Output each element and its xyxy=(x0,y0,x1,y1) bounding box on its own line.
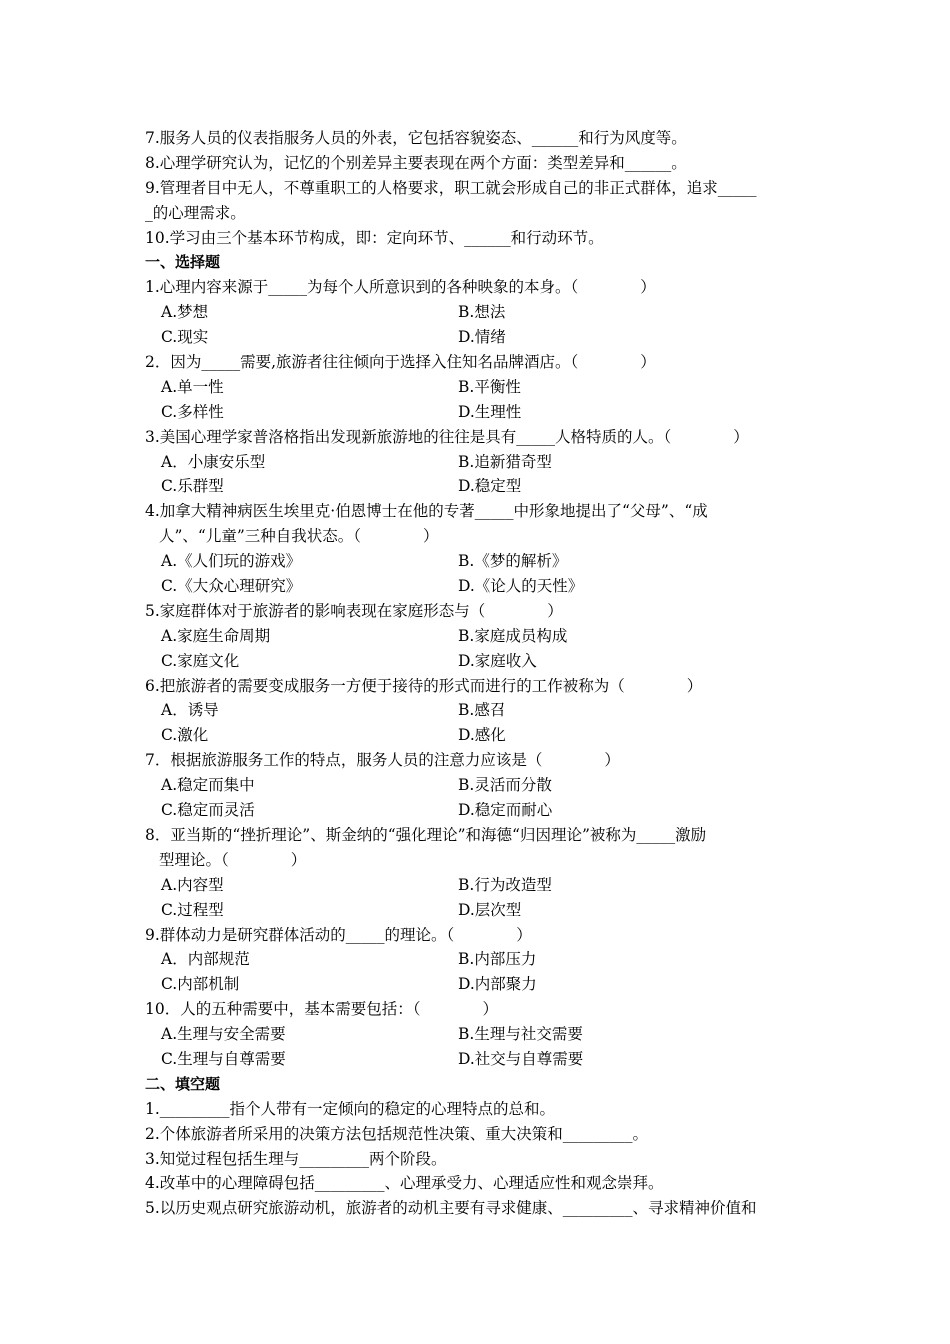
question-text: 3.美国心理学家普洛格指出发现新旅游地的往往是具有_____人格特质的人。（ ） xyxy=(145,427,749,446)
option-row xyxy=(145,375,810,400)
question-text: 人”、“儿童”三种自我状态。（ ） xyxy=(159,527,439,546)
choice-question xyxy=(145,275,810,350)
option-row xyxy=(145,972,810,997)
answer-option: B.平衡性 xyxy=(458,377,521,396)
answer-option: C.家庭文化 xyxy=(161,651,240,670)
choice-question xyxy=(145,350,810,425)
question-text: 8．亚当斯的“挫折理论”、斯金纳的“强化理论”和海德“归因理论”被称为_____激励 xyxy=(145,825,707,844)
fill-question xyxy=(145,176,810,226)
answer-option: C.《大众心理研究》 xyxy=(161,577,302,596)
answer-option: C.过程型 xyxy=(161,900,224,919)
answer-option: D.社交与自尊需要 xyxy=(458,1049,584,1068)
choice-question xyxy=(145,599,810,674)
question-text: 10.学习由三个基本环节构成，即：定向环节、______和行动环节。 xyxy=(145,228,604,247)
option-row xyxy=(145,798,810,823)
option-row xyxy=(145,300,810,325)
option-row xyxy=(145,1047,810,1072)
fill-question xyxy=(145,1147,810,1172)
fill-question xyxy=(145,151,810,176)
answer-option: D.情绪 xyxy=(458,328,506,347)
answer-option: B.行为改造型 xyxy=(458,875,552,894)
section-heading-fill: 二、填空题 xyxy=(145,1074,221,1093)
option-row xyxy=(145,474,810,499)
choice-question xyxy=(145,499,810,599)
question-text: 5.家庭群体对于旅游者的影响表现在家庭形态与（ ） xyxy=(145,601,563,620)
option-row xyxy=(145,574,810,599)
option-row xyxy=(145,450,810,475)
answer-option: B.想法 xyxy=(458,303,506,322)
answer-option: D.层次型 xyxy=(458,900,522,919)
option-row xyxy=(145,773,810,798)
question-text: 2.个体旅游者所采用的决策方法包括规范性决策、重大决策和_________。 xyxy=(145,1124,649,1143)
answer-option: D.生理性 xyxy=(458,402,522,421)
answer-option: A.单一性 xyxy=(161,377,224,396)
question-text: 9.群体动力是研究群体活动的_____的理论。（ ） xyxy=(145,925,532,944)
answer-option: C.现实 xyxy=(161,328,209,347)
answer-option: A.《人们玩的游戏》 xyxy=(161,552,302,571)
option-row xyxy=(145,698,810,723)
fill-question xyxy=(145,1196,810,1221)
option-row xyxy=(145,873,810,898)
question-text: 3.知觉过程包括生理与_________两个阶段。 xyxy=(145,1149,447,1168)
answer-option: C.内部机制 xyxy=(161,975,240,994)
answer-option: D.内部聚力 xyxy=(458,975,537,994)
answer-option: D.感化 xyxy=(458,726,506,745)
answer-option: A.内容型 xyxy=(161,875,224,894)
option-row xyxy=(145,898,810,923)
answer-option: B.灵活而分散 xyxy=(458,776,552,795)
answer-option: A．诱导 xyxy=(161,701,219,720)
fill-question xyxy=(145,1122,810,1147)
question-text: 5.以历史观点研究旅游动机，旅游者的动机主要有寻求健康、_________、寻求精神价值和 xyxy=(145,1199,757,1218)
answer-option: B.家庭成员构成 xyxy=(458,626,568,645)
fill-questions-bottom xyxy=(145,1097,810,1221)
answer-option: A.生理与安全需要 xyxy=(161,1025,286,1044)
question-text: 型理论。（ ） xyxy=(159,850,307,869)
answer-option: A.稳定而集中 xyxy=(161,776,255,795)
option-row xyxy=(145,325,810,350)
choice-question xyxy=(145,997,810,1072)
answer-option: B.《梦的解析》 xyxy=(458,552,568,571)
question-text: 1._________指个人带有一定倾向的稳定的心理特点的总和。 xyxy=(145,1099,556,1118)
choice-question xyxy=(145,923,810,998)
answer-option: B.生理与社交需要 xyxy=(458,1025,583,1044)
answer-option: C.激化 xyxy=(161,726,209,745)
answer-option: C.多样性 xyxy=(161,402,224,421)
option-row xyxy=(145,624,810,649)
fill-question xyxy=(145,226,810,251)
question-text: 6.把旅游者的需要变成服务一方便于接待的形式而进行的工作被称为（ ） xyxy=(145,676,703,695)
fill-question xyxy=(145,126,810,151)
choice-question xyxy=(145,674,810,749)
question-text: _的心理需求。 xyxy=(145,203,246,222)
answer-option: A．内部规范 xyxy=(161,950,250,969)
answer-option: C.乐群型 xyxy=(161,477,224,496)
answer-option: C.生理与自尊需要 xyxy=(161,1049,286,1068)
choice-questions xyxy=(145,275,810,1072)
question-text: 7.服务人员的仪表指服务人员的外表，它包括容貌姿态、______和行为风度等。 xyxy=(145,129,687,147)
fill-question xyxy=(145,1171,810,1196)
option-row xyxy=(145,649,810,674)
question-text: 2．因为_____需要,旅游者往往倾向于选择入住知名品牌酒店。（ ） xyxy=(145,353,656,372)
answer-option: C.稳定而灵活 xyxy=(161,801,255,820)
option-row xyxy=(145,549,810,574)
answer-option: B.感召 xyxy=(458,701,506,720)
question-text: 4.加拿大精神病医生埃里克·伯恩博士在他的专著_____中形象地提出了“父母”、“成 xyxy=(145,502,708,521)
answer-option: A.梦想 xyxy=(161,303,209,322)
choice-question xyxy=(145,425,810,500)
answer-option: B.追新猎奇型 xyxy=(458,452,552,471)
answer-option: A.家庭生命周期 xyxy=(161,626,271,645)
answer-option: D.稳定型 xyxy=(458,477,522,496)
question-text: 7．根据旅游服务工作的特点，服务人员的注意力应该是（ ） xyxy=(145,751,620,770)
fill-questions-top xyxy=(145,126,810,250)
option-row xyxy=(145,1022,810,1047)
choice-question xyxy=(145,748,810,823)
answer-option: D.稳定而耐心 xyxy=(458,801,553,820)
option-row xyxy=(145,400,810,425)
answer-option: B.内部压力 xyxy=(458,950,537,969)
question-text: 4.改革中的心理障碍包括_________、心理承受力、心理适应性和观念崇拜。 xyxy=(145,1174,664,1193)
question-text: 9.管理者目中无人，不尊重职工的人格要求，职工就会形成自己的非正式群体，追求_____ xyxy=(145,178,757,197)
answer-option: D.家庭收入 xyxy=(458,651,537,670)
section-heading-choice: 一、选择题 xyxy=(145,253,221,272)
choice-question xyxy=(145,823,810,923)
question-text: 10．人的五种需要中，基本需要包括：（ ） xyxy=(145,1000,498,1019)
option-row xyxy=(145,723,810,748)
question-text: 8.心理学研究认为，记忆的个别差异主要表现在两个方面：类型差异和______。 xyxy=(145,153,687,172)
option-row xyxy=(145,947,810,972)
fill-question xyxy=(145,1097,810,1122)
question-text: 1.心理内容来源于_____为每个人所意识到的各种映象的本身。（ ） xyxy=(145,278,656,297)
document-content xyxy=(145,126,810,1221)
answer-option: A．小康安乐型 xyxy=(161,452,266,471)
answer-option: D.《论人的天性》 xyxy=(458,577,584,596)
